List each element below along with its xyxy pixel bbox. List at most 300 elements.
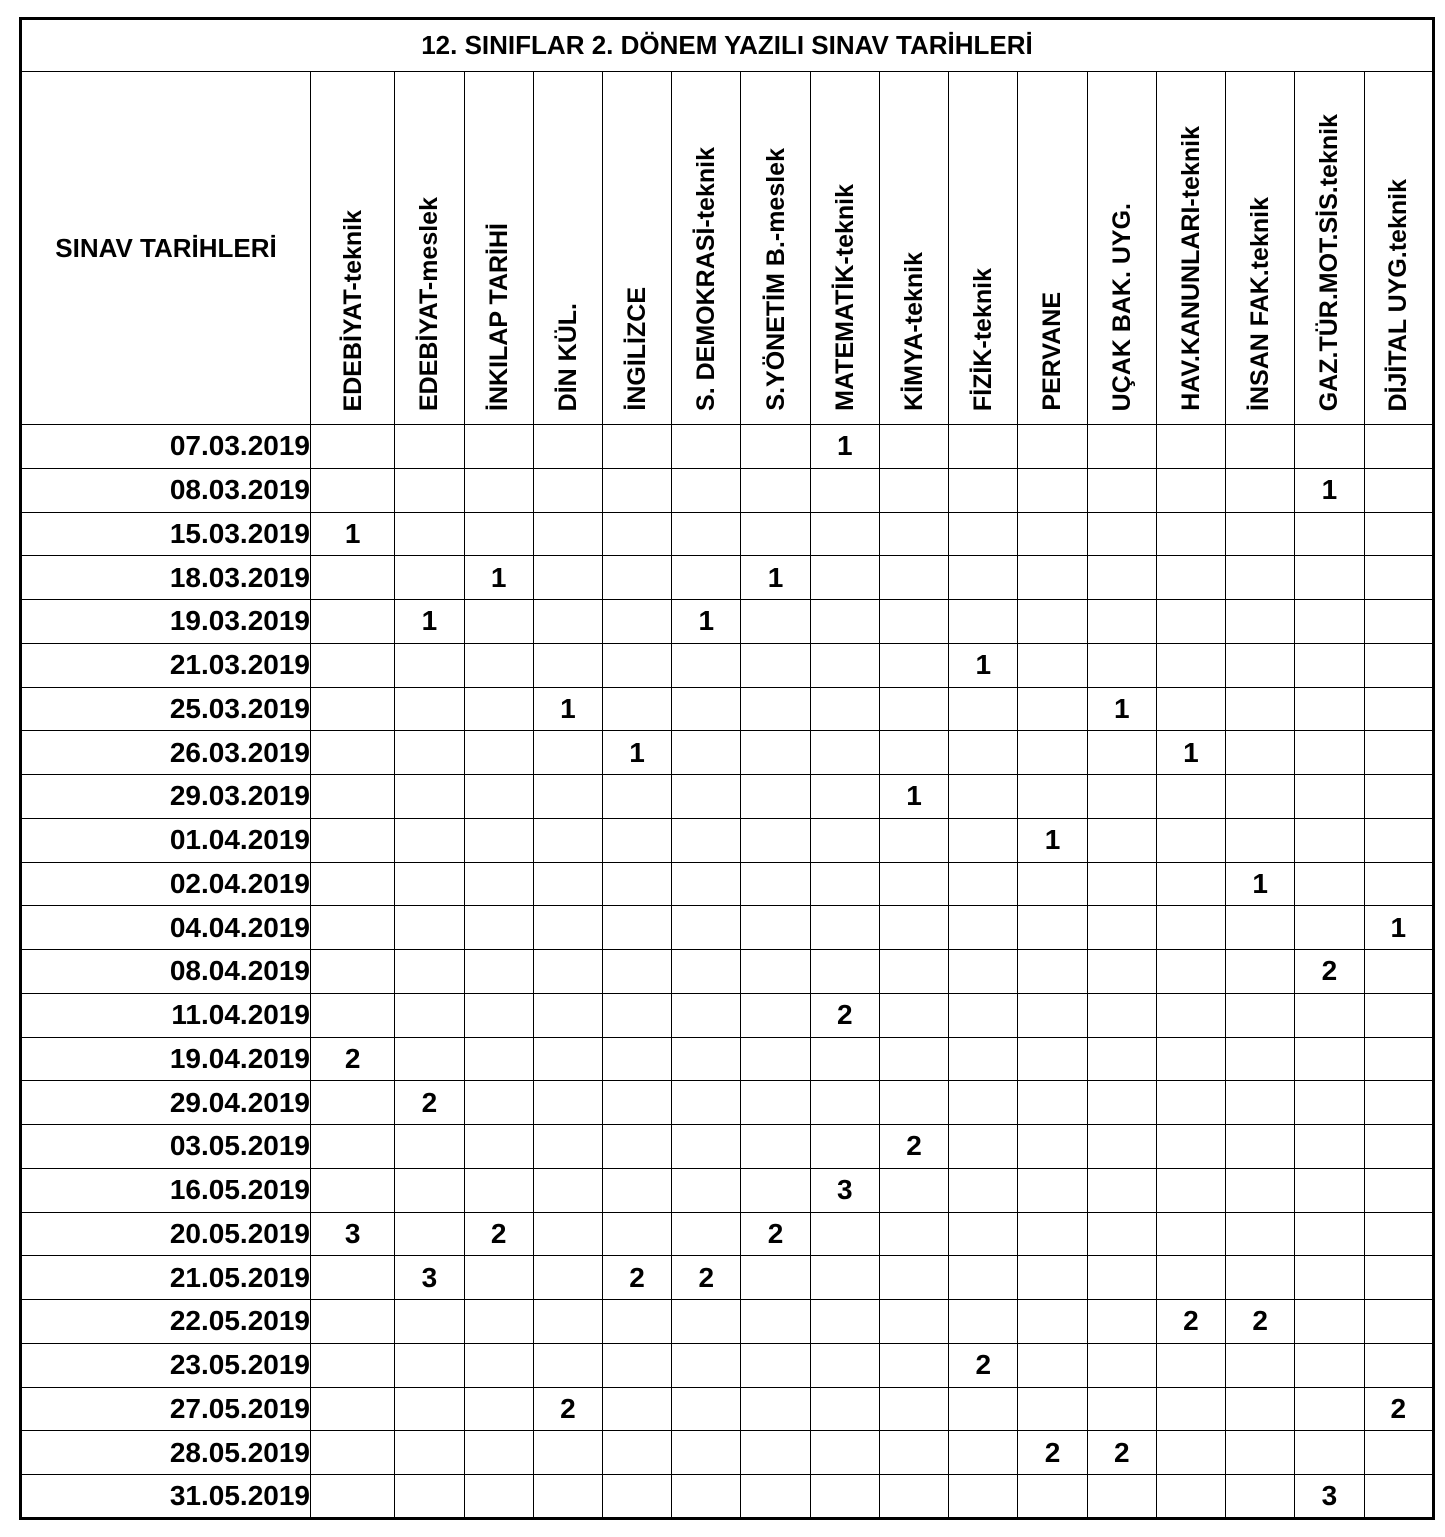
exam-number-cell xyxy=(1364,1256,1433,1300)
exam-number-cell xyxy=(879,906,948,950)
subject-header-row xyxy=(21,72,1434,425)
exam-number-cell xyxy=(741,1256,810,1300)
exam-number-cell xyxy=(1364,950,1433,994)
exam-number-cell xyxy=(533,1431,602,1475)
exam-number-cell xyxy=(533,775,602,819)
exam-number-cell xyxy=(533,993,602,1037)
exam-number-cell xyxy=(1295,1125,1364,1169)
exam-number-cell xyxy=(949,731,1018,775)
exam-number-cell xyxy=(1295,993,1364,1037)
exam-number-cell xyxy=(810,512,879,556)
exam-number-cell xyxy=(672,1475,741,1519)
exam-number-cell xyxy=(741,1168,810,1212)
exam-number-cell xyxy=(1087,862,1156,906)
exam-date: 01.04.2019 xyxy=(21,818,311,862)
exam-number-cell xyxy=(1364,862,1433,906)
exam-number-cell xyxy=(395,425,464,469)
exam-number-cell xyxy=(1156,425,1225,469)
exam-number-cell: 1 xyxy=(310,512,394,556)
exam-number-cell xyxy=(602,993,671,1037)
exam-number-cell xyxy=(1226,993,1295,1037)
exam-number-cell xyxy=(395,1125,464,1169)
exam-number-cell xyxy=(672,1343,741,1387)
exam-number-cell xyxy=(672,906,741,950)
exam-number-cell xyxy=(533,950,602,994)
exam-number-cell xyxy=(1156,1431,1225,1475)
exam-number-cell xyxy=(464,687,533,731)
exam-number-cell xyxy=(1018,687,1087,731)
table-row xyxy=(21,993,1434,1037)
exam-number-cell xyxy=(464,1037,533,1081)
exam-number-cell xyxy=(1226,600,1295,644)
exam-number-cell xyxy=(741,906,810,950)
exam-number-cell xyxy=(395,862,464,906)
exam-number-cell xyxy=(602,1475,671,1519)
exam-number-cell xyxy=(949,862,1018,906)
exam-number-cell xyxy=(810,775,879,819)
exam-number-cell xyxy=(310,1475,394,1519)
exam-number-cell xyxy=(810,1212,879,1256)
exam-number-cell xyxy=(1295,643,1364,687)
exam-number-cell xyxy=(533,1343,602,1387)
exam-number-cell xyxy=(672,1081,741,1125)
exam-date: 19.03.2019 xyxy=(21,600,311,644)
exam-number-cell xyxy=(1156,906,1225,950)
exam-number-cell xyxy=(949,775,1018,819)
exam-number-cell xyxy=(533,1212,602,1256)
exam-number-cell xyxy=(1364,1300,1433,1344)
exam-number-cell xyxy=(672,818,741,862)
subject-label: KİMYA-teknik xyxy=(900,252,929,411)
exam-number-cell xyxy=(1364,1125,1433,1169)
exam-number-cell xyxy=(1087,906,1156,950)
exam-number-cell xyxy=(1295,425,1364,469)
exam-number-cell xyxy=(533,643,602,687)
exam-number-cell xyxy=(1018,1168,1087,1212)
table-row xyxy=(21,1475,1434,1519)
exam-number-cell xyxy=(395,818,464,862)
table-row xyxy=(21,950,1434,994)
exam-number-cell: 2 xyxy=(1018,1431,1087,1475)
exam-date: 29.04.2019 xyxy=(21,1081,311,1125)
exam-number-cell xyxy=(1156,687,1225,731)
exam-number-cell xyxy=(1226,643,1295,687)
exam-number-cell xyxy=(310,818,394,862)
table-row xyxy=(21,556,1434,600)
subject-label: EDEBİYAT-teknik xyxy=(338,209,367,411)
exam-number-cell xyxy=(879,818,948,862)
table-row xyxy=(21,425,1434,469)
exam-number-cell xyxy=(310,1300,394,1344)
exam-number-cell xyxy=(602,556,671,600)
exam-number-cell xyxy=(1295,731,1364,775)
exam-number-cell xyxy=(1156,643,1225,687)
exam-number-cell xyxy=(879,1431,948,1475)
exam-date: 16.05.2019 xyxy=(21,1168,311,1212)
exam-number-cell xyxy=(1295,906,1364,950)
exam-number-cell xyxy=(741,468,810,512)
exam-number-cell xyxy=(879,425,948,469)
exam-number-cell xyxy=(602,643,671,687)
exam-number-cell xyxy=(310,643,394,687)
exam-number-cell xyxy=(949,950,1018,994)
exam-number-cell: 1 xyxy=(810,425,879,469)
exam-number-cell xyxy=(464,600,533,644)
table-row xyxy=(21,643,1434,687)
exam-date: 25.03.2019 xyxy=(21,687,311,731)
exam-number-cell xyxy=(1087,1475,1156,1519)
title-row xyxy=(21,19,1434,72)
exam-number-cell xyxy=(533,1168,602,1212)
exam-number-cell xyxy=(741,731,810,775)
exam-number-cell xyxy=(464,425,533,469)
exam-number-cell xyxy=(672,731,741,775)
subject-label: İNSAN FAK.teknik xyxy=(1246,197,1275,411)
exam-number-cell xyxy=(1156,993,1225,1037)
exam-number-cell xyxy=(1156,512,1225,556)
exam-number-cell xyxy=(741,1387,810,1431)
exam-number-cell xyxy=(533,1475,602,1519)
exam-number-cell xyxy=(1226,1037,1295,1081)
exam-number-cell xyxy=(879,600,948,644)
subject-label: S. DEMOKRASİ-teknik xyxy=(692,147,721,411)
exam-number-cell xyxy=(464,1125,533,1169)
subject-label: UÇAK BAK. UYG. xyxy=(1107,202,1136,411)
exam-number-cell xyxy=(741,512,810,556)
exam-number-cell xyxy=(741,643,810,687)
exam-number-cell xyxy=(1226,1081,1295,1125)
exam-number-cell: 1 xyxy=(879,775,948,819)
exam-number-cell xyxy=(1364,512,1433,556)
exam-number-cell xyxy=(1087,1343,1156,1387)
exam-number-cell xyxy=(1295,1300,1364,1344)
exam-number-cell: 2 xyxy=(602,1256,671,1300)
exam-date: 28.05.2019 xyxy=(21,1431,311,1475)
subject-label: İNKILAP TARİHİ xyxy=(484,223,513,411)
exam-schedule-table xyxy=(19,17,1435,1520)
exam-number-cell xyxy=(879,862,948,906)
exam-number-cell xyxy=(1226,468,1295,512)
subject-header xyxy=(1226,72,1295,425)
exam-number-cell xyxy=(310,1387,394,1431)
exam-number-cell xyxy=(395,643,464,687)
exam-number-cell xyxy=(1087,556,1156,600)
exam-number-cell xyxy=(533,512,602,556)
exam-number-cell xyxy=(602,950,671,994)
exam-number-cell xyxy=(310,600,394,644)
exam-number-cell xyxy=(949,1431,1018,1475)
exam-number-cell xyxy=(1364,731,1433,775)
exam-number-cell xyxy=(464,1431,533,1475)
exam-number-cell xyxy=(741,1081,810,1125)
exam-number-cell xyxy=(1018,425,1087,469)
exam-number-cell xyxy=(464,512,533,556)
exam-number-cell xyxy=(879,1256,948,1300)
exam-number-cell xyxy=(1295,775,1364,819)
subject-header xyxy=(1018,72,1087,425)
exam-number-cell xyxy=(464,818,533,862)
subject-label: PERVANE xyxy=(1038,292,1067,411)
exam-number-cell xyxy=(879,993,948,1037)
exam-number-cell xyxy=(1018,512,1087,556)
exam-number-cell xyxy=(1295,556,1364,600)
exam-date: 21.05.2019 xyxy=(21,1256,311,1300)
subject-header xyxy=(464,72,533,425)
exam-number-cell xyxy=(672,1387,741,1431)
exam-number-cell xyxy=(672,556,741,600)
subject-label: HAV.KANUNLARI-teknik xyxy=(1176,126,1205,411)
exam-number-cell xyxy=(1018,600,1087,644)
exam-number-cell xyxy=(310,425,394,469)
exam-number-cell xyxy=(810,600,879,644)
exam-number-cell: 1 xyxy=(1226,862,1295,906)
exam-number-cell xyxy=(949,1387,1018,1431)
exam-number-cell: 1 xyxy=(672,600,741,644)
exam-number-cell xyxy=(949,1475,1018,1519)
exam-number-cell xyxy=(310,862,394,906)
exam-number-cell xyxy=(810,1387,879,1431)
exam-number-cell xyxy=(949,1212,1018,1256)
exam-number-cell xyxy=(1295,1256,1364,1300)
exam-number-cell xyxy=(395,556,464,600)
exam-number-cell xyxy=(1295,1081,1364,1125)
subject-header xyxy=(741,72,810,425)
exam-number-cell xyxy=(1156,1125,1225,1169)
exam-number-cell xyxy=(672,775,741,819)
exam-number-cell xyxy=(879,1475,948,1519)
exam-number-cell xyxy=(1226,1475,1295,1519)
exam-number-cell: 1 xyxy=(1364,906,1433,950)
exam-number-cell xyxy=(464,1168,533,1212)
exam-number-cell xyxy=(464,468,533,512)
exam-number-cell xyxy=(1226,950,1295,994)
exam-date: 20.05.2019 xyxy=(21,1212,311,1256)
exam-number-cell xyxy=(395,1212,464,1256)
exam-number-cell xyxy=(741,600,810,644)
exam-number-cell xyxy=(810,906,879,950)
table-row xyxy=(21,1037,1434,1081)
exam-number-cell xyxy=(602,1125,671,1169)
exam-number-cell xyxy=(879,1300,948,1344)
exam-date: 21.03.2019 xyxy=(21,643,311,687)
subject-header xyxy=(672,72,741,425)
exam-date: 08.03.2019 xyxy=(21,468,311,512)
exam-number-cell xyxy=(395,1300,464,1344)
exam-number-cell xyxy=(879,512,948,556)
exam-number-cell xyxy=(1364,600,1433,644)
exam-number-cell xyxy=(1226,1125,1295,1169)
exam-number-cell xyxy=(672,687,741,731)
exam-number-cell xyxy=(879,643,948,687)
exam-number-cell xyxy=(464,862,533,906)
subject-header xyxy=(1087,72,1156,425)
exam-number-cell xyxy=(672,512,741,556)
exam-number-cell xyxy=(879,731,948,775)
exam-number-cell xyxy=(1226,1343,1295,1387)
exam-number-cell: 2 xyxy=(395,1081,464,1125)
exam-number-cell xyxy=(1018,468,1087,512)
exam-number-cell xyxy=(949,468,1018,512)
subject-header xyxy=(949,72,1018,425)
subject-header xyxy=(810,72,879,425)
exam-number-cell xyxy=(1087,1081,1156,1125)
exam-number-cell: 2 xyxy=(672,1256,741,1300)
exam-number-cell xyxy=(1226,1256,1295,1300)
exam-number-cell xyxy=(310,1431,394,1475)
exam-number-cell: 2 xyxy=(464,1212,533,1256)
exam-number-cell xyxy=(879,1081,948,1125)
exam-number-cell xyxy=(1364,1475,1433,1519)
exam-number-cell: 2 xyxy=(1226,1300,1295,1344)
exam-number-cell xyxy=(1156,468,1225,512)
exam-number-cell xyxy=(310,775,394,819)
exam-date: 22.05.2019 xyxy=(21,1300,311,1344)
exam-number-cell xyxy=(533,731,602,775)
table-row xyxy=(21,731,1434,775)
exam-number-cell xyxy=(810,1475,879,1519)
table-row xyxy=(21,1300,1434,1344)
exam-number-cell xyxy=(533,556,602,600)
exam-number-cell xyxy=(1226,906,1295,950)
exam-date: 23.05.2019 xyxy=(21,1343,311,1387)
exam-number-cell xyxy=(395,950,464,994)
exam-number-cell xyxy=(1364,993,1433,1037)
exam-number-cell xyxy=(810,818,879,862)
exam-number-cell xyxy=(1364,643,1433,687)
exam-number-cell xyxy=(464,993,533,1037)
exam-number-cell xyxy=(395,1387,464,1431)
exam-number-cell xyxy=(602,1387,671,1431)
exam-number-cell xyxy=(672,1300,741,1344)
exam-number-cell xyxy=(672,862,741,906)
exam-number-cell xyxy=(1226,687,1295,731)
exam-number-cell xyxy=(949,1256,1018,1300)
exam-number-cell xyxy=(1018,1475,1087,1519)
exam-number-cell xyxy=(1364,1431,1433,1475)
exam-number-cell xyxy=(1018,993,1087,1037)
exam-number-cell xyxy=(741,1343,810,1387)
exam-number-cell xyxy=(672,643,741,687)
table-row xyxy=(21,687,1434,731)
exam-number-cell xyxy=(1226,1387,1295,1431)
subject-header xyxy=(602,72,671,425)
exam-number-cell xyxy=(602,1168,671,1212)
exam-number-cell: 2 xyxy=(1087,1431,1156,1475)
exam-number-cell xyxy=(1156,1343,1225,1387)
table-row xyxy=(21,468,1434,512)
exam-date: 11.04.2019 xyxy=(21,993,311,1037)
exam-number-cell xyxy=(1364,425,1433,469)
exam-number-cell xyxy=(533,906,602,950)
exam-number-cell: 2 xyxy=(949,1343,1018,1387)
exam-number-cell xyxy=(1364,687,1433,731)
exam-number-cell xyxy=(672,1431,741,1475)
exam-number-cell xyxy=(602,818,671,862)
subject-label: FİZİK-teknik xyxy=(969,267,998,411)
exam-number-cell: 3 xyxy=(810,1168,879,1212)
exam-date: 19.04.2019 xyxy=(21,1037,311,1081)
table-row xyxy=(21,1168,1434,1212)
exam-number-cell xyxy=(1156,862,1225,906)
exam-number-cell xyxy=(1018,1256,1087,1300)
exam-number-cell xyxy=(310,1168,394,1212)
subject-label: S.YÖNETİM B.-meslek xyxy=(761,148,790,411)
exam-number-cell: 1 xyxy=(1295,468,1364,512)
exam-number-cell xyxy=(1226,731,1295,775)
exam-number-cell xyxy=(741,950,810,994)
exam-number-cell xyxy=(395,993,464,1037)
exam-number-cell xyxy=(1018,950,1087,994)
exam-number-cell xyxy=(602,687,671,731)
exam-number-cell xyxy=(310,1343,394,1387)
exam-number-cell xyxy=(879,950,948,994)
exam-number-cell: 1 xyxy=(602,731,671,775)
exam-number-cell xyxy=(1364,1343,1433,1387)
exam-number-cell xyxy=(741,818,810,862)
exam-number-cell xyxy=(1295,1343,1364,1387)
exam-number-cell xyxy=(464,906,533,950)
exam-number-cell xyxy=(949,1168,1018,1212)
exam-number-cell xyxy=(1156,1256,1225,1300)
table-row xyxy=(21,1343,1434,1387)
exam-number-cell xyxy=(310,1081,394,1125)
exam-number-cell xyxy=(533,1081,602,1125)
exam-number-cell xyxy=(879,468,948,512)
exam-number-cell xyxy=(879,1212,948,1256)
exam-number-cell xyxy=(602,425,671,469)
exam-number-cell xyxy=(1018,1387,1087,1431)
table-row xyxy=(21,818,1434,862)
exam-number-cell xyxy=(1156,818,1225,862)
exam-number-cell xyxy=(1364,1081,1433,1125)
subject-header xyxy=(1295,72,1364,425)
exam-number-cell xyxy=(310,1125,394,1169)
exam-date: 02.04.2019 xyxy=(21,862,311,906)
exam-number-cell xyxy=(533,818,602,862)
exam-number-cell xyxy=(395,1168,464,1212)
exam-number-cell xyxy=(1364,1212,1433,1256)
exam-date: 27.05.2019 xyxy=(21,1387,311,1431)
exam-number-cell xyxy=(464,643,533,687)
exam-number-cell: 1 xyxy=(395,600,464,644)
exam-number-cell xyxy=(602,1037,671,1081)
exam-number-cell xyxy=(1018,556,1087,600)
exam-number-cell xyxy=(741,687,810,731)
exam-number-cell xyxy=(1156,600,1225,644)
exam-number-cell xyxy=(1018,1037,1087,1081)
exam-number-cell xyxy=(949,425,1018,469)
exam-number-cell xyxy=(949,1037,1018,1081)
exam-number-cell xyxy=(672,1212,741,1256)
exam-number-cell xyxy=(533,600,602,644)
exam-number-cell xyxy=(879,1343,948,1387)
exam-number-cell xyxy=(672,1037,741,1081)
exam-number-cell xyxy=(395,512,464,556)
date-column-header: SINAV TARİHLERİ xyxy=(21,72,311,425)
exam-number-cell xyxy=(464,1343,533,1387)
exam-date: 31.05.2019 xyxy=(21,1475,311,1519)
exam-number-cell xyxy=(810,862,879,906)
exam-number-cell xyxy=(1087,468,1156,512)
exam-number-cell xyxy=(949,993,1018,1037)
exam-number-cell xyxy=(464,731,533,775)
exam-number-cell xyxy=(533,1300,602,1344)
exam-number-cell xyxy=(1018,731,1087,775)
exam-number-cell xyxy=(602,1081,671,1125)
exam-number-cell xyxy=(464,775,533,819)
exam-number-cell xyxy=(1018,862,1087,906)
exam-number-cell xyxy=(1226,1431,1295,1475)
